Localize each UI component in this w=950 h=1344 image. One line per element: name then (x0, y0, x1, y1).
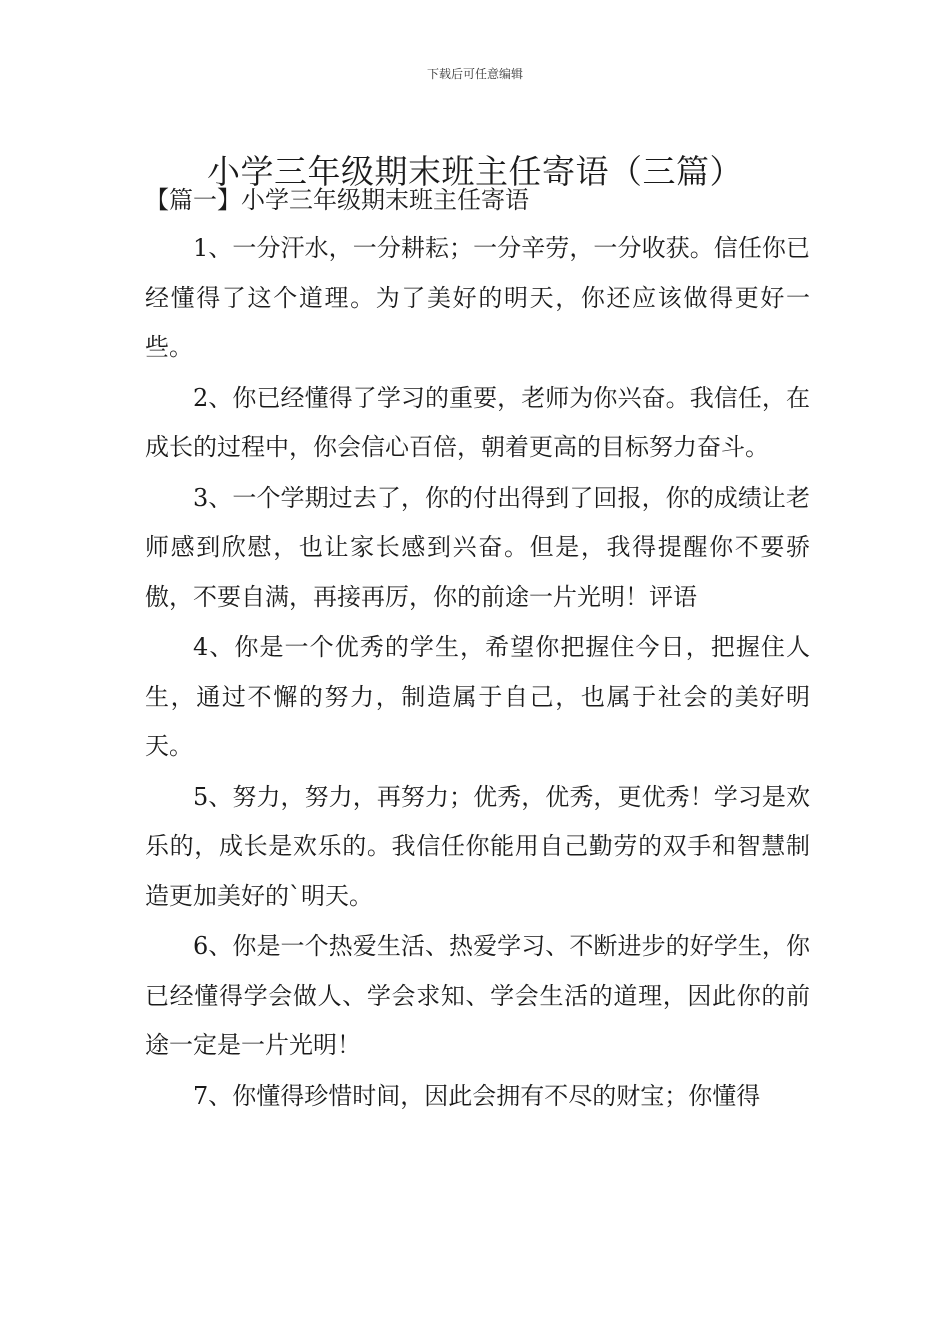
document-body (145, 224, 810, 1122)
paragraph-4: 4、你是一个优秀的学生，希望你把握住今日，把握住人生，通过不懈的努力，制造属于自己，也属于社会的美好明天。 (145, 633, 810, 760)
paragraph-7: 7、你懂得珍惜时间，因此会拥有不尽的财宝；你懂得 (193, 1081, 761, 1110)
paragraph-3: 3、一个学期过去了，你的付出得到了回报，你的成绩让老师感到欣慰，也让家长感到兴奋。但是，我得提醒你不要骄傲，不要自满，再接再厉，你的前途一片光明！评语 (145, 483, 810, 611)
document-title: 小学三年级期末班主任寄语（三篇） (207, 152, 743, 192)
paragraph-1: 1、一分汗水，一分耕耘；一分辛劳，一分收获。信任你已经懂得了这个道理。为了美好的明天，你还应该做得更好一些。 (145, 234, 810, 361)
paragraph-6: 6、你是一个热爱生活、热爱学习、不断进步的好学生，你已经懂得学会做人、学会求知、学会生活的道理，因此你的前途一定是一片光明！ (145, 932, 810, 1059)
header-note: 下载后可任意编辑 (426, 67, 523, 81)
paragraph-5: 5、努力，努力，再努力；优秀，优秀，更优秀！学习是欢乐的，成长是欢乐的。我信任你能用自己勤劳的双手和智慧制造更加美好的`明天。 (145, 782, 810, 910)
paragraph-2: 2、你已经懂得了学习的重要，老师为你兴奋。我信任，在成长的过程中，你会信心百倍，朝着更高的目标努力奋斗。 (145, 383, 810, 461)
section-heading: 【篇一】小学三年级期末班主任寄语 (145, 186, 529, 214)
